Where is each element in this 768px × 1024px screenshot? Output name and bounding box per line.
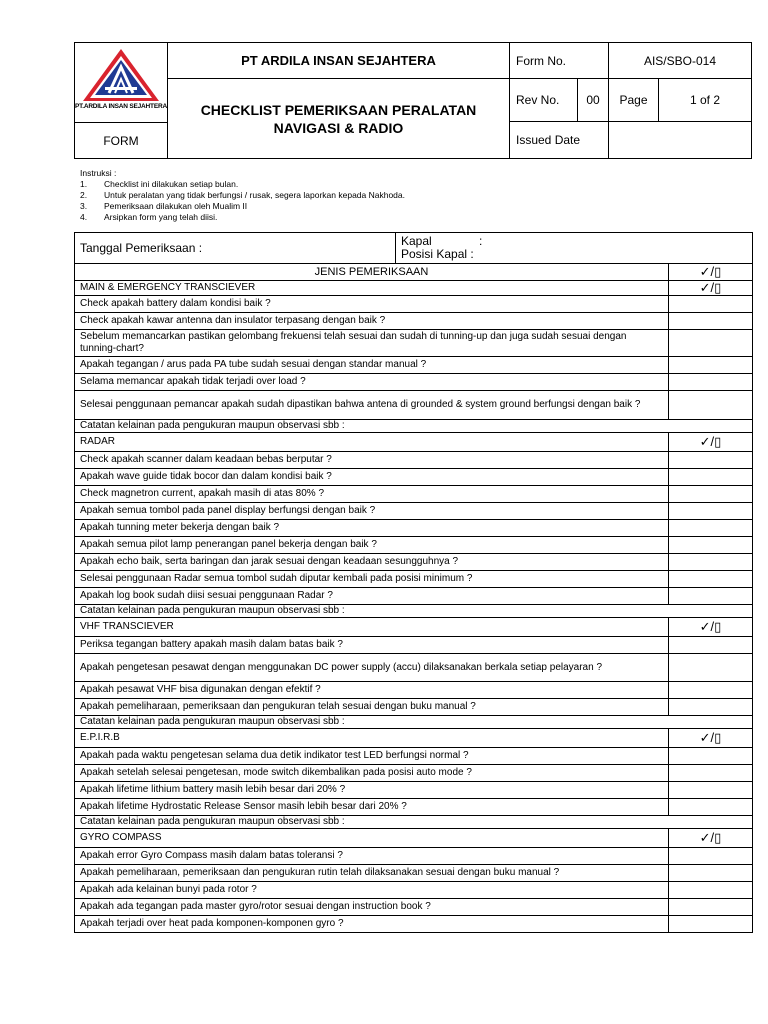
checklist-table <box>74 232 753 933</box>
check-box-cell[interactable] <box>669 537 753 554</box>
ship-info-field[interactable]: Kapal : Posisi Kapal : <box>396 233 753 264</box>
check-mark-header: ✓/▯ <box>669 618 753 637</box>
checklist-item-text: Apakah pemeliharaan, pemeriksaan dan pengukuran rutin telah dilaksanakan sesuai dengan buku manual ? <box>75 865 669 882</box>
check-box-cell[interactable] <box>669 503 753 520</box>
document-title: CHECKLIST PEMERIKSAAN PERALATAN NAVIGASI & RADIO <box>168 79 510 158</box>
form-no-label: Form No. <box>510 43 609 79</box>
checklist-item-text: Apakah tunning meter bekerja dengan baik ? <box>75 520 669 537</box>
checklist-item-text: Check apakah kawar antenna dan insulator terpasang dengan baik ? <box>75 313 669 330</box>
section-row <box>75 433 753 452</box>
company-name: PT ARDILA INSAN SEJAHTERA <box>168 43 510 79</box>
checklist-item-text: Apakah semua tombol pada panel display berfungsi dengan baik ? <box>75 503 669 520</box>
checklist-item-text: Apakah lifetime Hydrostatic Release Sensor masih lebih besar dari 20% ? <box>75 799 669 816</box>
inspection-date-field[interactable]: Tanggal Pemeriksaan : <box>75 233 396 264</box>
checklist-row <box>75 748 753 765</box>
logo-cell <box>75 43 168 158</box>
checklist-item-text: Apakah pesawat VHF bisa digunakan dengan efektif ? <box>75 682 669 699</box>
checklist-item-text: Apakah tegangan / arus pada PA tube sudah sesuai dengan standar manual ? <box>75 357 669 374</box>
checklist-row <box>75 313 753 330</box>
checklist-row <box>75 699 753 716</box>
checklist-row <box>75 799 753 816</box>
logo-caption: PT.ARDILA INSAN SEJAHTERA <box>75 103 167 110</box>
check-box-cell[interactable] <box>669 799 753 816</box>
form-type-label: FORM <box>75 122 167 158</box>
section-title: VHF TRANSCIEVER <box>75 618 669 637</box>
checklist-item-text: Apakah semua pilot lamp penerangan panel bekerja dengan baik ? <box>75 537 669 554</box>
checklist-item-text: Apakah lifetime lithium battery masih lebih besar dari 20% ? <box>75 782 669 799</box>
check-box-cell[interactable] <box>669 654 753 682</box>
checklist-row <box>75 330 753 357</box>
check-mark-header: ✓/▯ <box>669 729 753 748</box>
checklist-row <box>75 357 753 374</box>
ship-position-label: Posisi Kapal : <box>401 247 474 261</box>
checklist-item-text: Sebelum memancarkan pastikan gelombang frekuensi telah sesuai dan sudah di tunning-up dan juga sudah sesuai dengan tunning-chart? <box>75 330 669 357</box>
section-row <box>75 829 753 848</box>
checklist-row <box>75 588 753 605</box>
checklist-item-text: Apakah echo baik, serta baringan dan jarak sesuai dengan keadaan sesungguhnya ? <box>75 554 669 571</box>
instructions <box>80 168 405 223</box>
notes-field[interactable]: Catatan kelainan pada pengukuran maupun observasi sbb : <box>75 716 753 729</box>
checklist-item-text: Apakah pemeliharaan, pemeriksaan dan pengukuran telah sesuai dengan buku manual ? <box>75 699 669 716</box>
check-box-cell[interactable] <box>669 916 753 933</box>
checklist-row <box>75 537 753 554</box>
checklist-item-text: Apakah setelah selesai pengetesan, mode switch dikembalikan pada posisi auto mode ? <box>75 765 669 782</box>
checklist-item-text: Apakah ada tegangan pada master gyro/rotor sesuai dengan instruction book ? <box>75 899 669 916</box>
column-header-inspection-type: JENIS PEMERIKSAAN <box>75 264 669 281</box>
logo-emblem-icon <box>75 43 167 105</box>
instruction-item: 2. Untuk peralatan yang tidak berfungsi / rusak, segera laporkan kepada Nakhoda. <box>80 190 405 200</box>
checklist-row <box>75 848 753 865</box>
check-box-cell[interactable] <box>669 469 753 486</box>
check-box-cell[interactable] <box>669 374 753 391</box>
checklist-item-text: Apakah ada kelainan bunyi pada rotor ? <box>75 882 669 899</box>
instruction-item: 4. Arsipkan form yang telah diisi. <box>80 212 218 222</box>
check-box-cell[interactable] <box>669 357 753 374</box>
checklist-row <box>75 503 753 520</box>
check-box-cell[interactable] <box>669 899 753 916</box>
checklist-item-text: Selesai penggunaan Radar semua tombol sudah diputar kembali pada posisi minimum ? <box>75 571 669 588</box>
checklist-row <box>75 882 753 899</box>
checklist-row <box>75 554 753 571</box>
check-box-cell[interactable] <box>669 699 753 716</box>
section-row <box>75 729 753 748</box>
check-box-cell[interactable] <box>669 865 753 882</box>
checklist-row <box>75 469 753 486</box>
checklist-row <box>75 571 753 588</box>
instruction-item: 1. Checklist ini dilakukan setiap bulan. <box>80 179 239 189</box>
check-box-cell[interactable] <box>669 391 753 420</box>
checklist-row <box>75 682 753 699</box>
checklist-row <box>75 296 753 313</box>
checklist-row <box>75 520 753 537</box>
check-box-cell[interactable] <box>669 588 753 605</box>
check-mark-header: ✓/▯ <box>669 433 753 452</box>
checklist-item-text: Apakah terjadi over heat pada komponen-komponen gyro ? <box>75 916 669 933</box>
checklist-item-text: Periksa tegangan battery apakah masih dalam batas baik ? <box>75 637 669 654</box>
section-title: E.P.I.R.B <box>75 729 669 748</box>
column-header-check-mark: ✓/▯ <box>669 264 753 281</box>
check-box-cell[interactable] <box>669 486 753 503</box>
inspection-info-row <box>75 233 753 264</box>
instructions-title: Instruksi : <box>80 168 117 178</box>
checklist-item-text: Apakah error Gyro Compass masih dalam batas toleransi ? <box>75 848 669 865</box>
notes-row <box>75 605 753 618</box>
page-label: Page <box>609 79 659 122</box>
check-box-cell[interactable] <box>669 313 753 330</box>
rev-no-label: Rev No. <box>510 79 578 122</box>
checklist-item-text: Selesai penggunaan pemancar apakah sudah dipastikan bahwa antena di grounded & system ground berfungsi dengan baik ? <box>75 391 669 420</box>
document-header <box>74 42 752 159</box>
notes-row <box>75 816 753 829</box>
checklist-item-text: Apakah log book sudah diisi sesuai penggunaan Radar ? <box>75 588 669 605</box>
check-mark-header: ✓/▯ <box>669 829 753 848</box>
checklist-item-text: Selama memancar apakah tidak terjadi over load ? <box>75 374 669 391</box>
checklist-row <box>75 391 753 420</box>
checklist-row <box>75 782 753 799</box>
check-box-cell[interactable] <box>669 330 753 357</box>
company-logo <box>75 43 167 122</box>
check-box-cell[interactable] <box>669 848 753 865</box>
checklist-item-text: Apakah wave guide tidak bocor dan dalam kondisi baik ? <box>75 469 669 486</box>
section-row <box>75 281 753 296</box>
check-mark-header: ✓/▯ <box>669 281 753 296</box>
notes-field[interactable]: Catatan kelainan pada pengukuran maupun observasi sbb : <box>75 605 753 618</box>
checklist-row <box>75 899 753 916</box>
checklist-row <box>75 486 753 503</box>
checklist-row <box>75 765 753 782</box>
section-title: RADAR <box>75 433 669 452</box>
check-box-cell[interactable] <box>669 637 753 654</box>
checklist-item-text: Apakah pada waktu pengetesan selama dua detik indikator test LED berfungsi normal ? <box>75 748 669 765</box>
ship-label: Kapal <box>401 234 432 248</box>
check-box-cell[interactable] <box>669 765 753 782</box>
checklist-row <box>75 374 753 391</box>
checklist-row <box>75 865 753 882</box>
check-box-cell[interactable] <box>669 296 753 313</box>
notes-field[interactable]: Catatan kelainan pada pengukuran maupun observasi sbb : <box>75 420 753 433</box>
notes-row <box>75 420 753 433</box>
check-box-cell[interactable] <box>669 682 753 699</box>
checklist-item-text: Check magnetron current, apakah masih di atas 80% ? <box>75 486 669 503</box>
checklist-row <box>75 916 753 933</box>
section-row <box>75 618 753 637</box>
checklist-row <box>75 654 753 682</box>
check-box-cell[interactable] <box>669 452 753 469</box>
issued-date-value[interactable] <box>609 122 751 158</box>
notes-field[interactable]: Catatan kelainan pada pengukuran maupun observasi sbb : <box>75 816 753 829</box>
checklist-item-text: Check apakah scanner dalam keadaan bebas berputar ? <box>75 452 669 469</box>
check-box-cell[interactable] <box>669 782 753 799</box>
section-title: MAIN & EMERGENCY TRANSCIEVER <box>75 281 669 296</box>
notes-row <box>75 716 753 729</box>
check-box-cell[interactable] <box>669 571 753 588</box>
rev-no-value: 00 <box>578 79 609 122</box>
page-value: 1 of 2 <box>659 79 751 122</box>
check-box-cell[interactable] <box>669 554 753 571</box>
instruction-item: 3. Pemeriksaan dilakukan oleh Mualim II <box>80 201 248 211</box>
section-title: GYRO COMPASS <box>75 829 669 848</box>
form-no-value: AIS/SBO-014 <box>609 43 751 79</box>
check-box-cell[interactable] <box>669 520 753 537</box>
checklist-item-text: Apakah pengetesan pesawat dengan menggunakan DC power supply (accu) dilaksanakan berkala setiap pelayaran ? <box>75 654 669 682</box>
check-box-cell[interactable] <box>669 748 753 765</box>
table-header-row <box>75 264 753 281</box>
issued-date-label: Issued Date <box>510 122 609 158</box>
checklist-item-text: Check apakah battery dalam kondisi baik ? <box>75 296 669 313</box>
checklist-row <box>75 452 753 469</box>
check-box-cell[interactable] <box>669 882 753 899</box>
checklist-row <box>75 637 753 654</box>
